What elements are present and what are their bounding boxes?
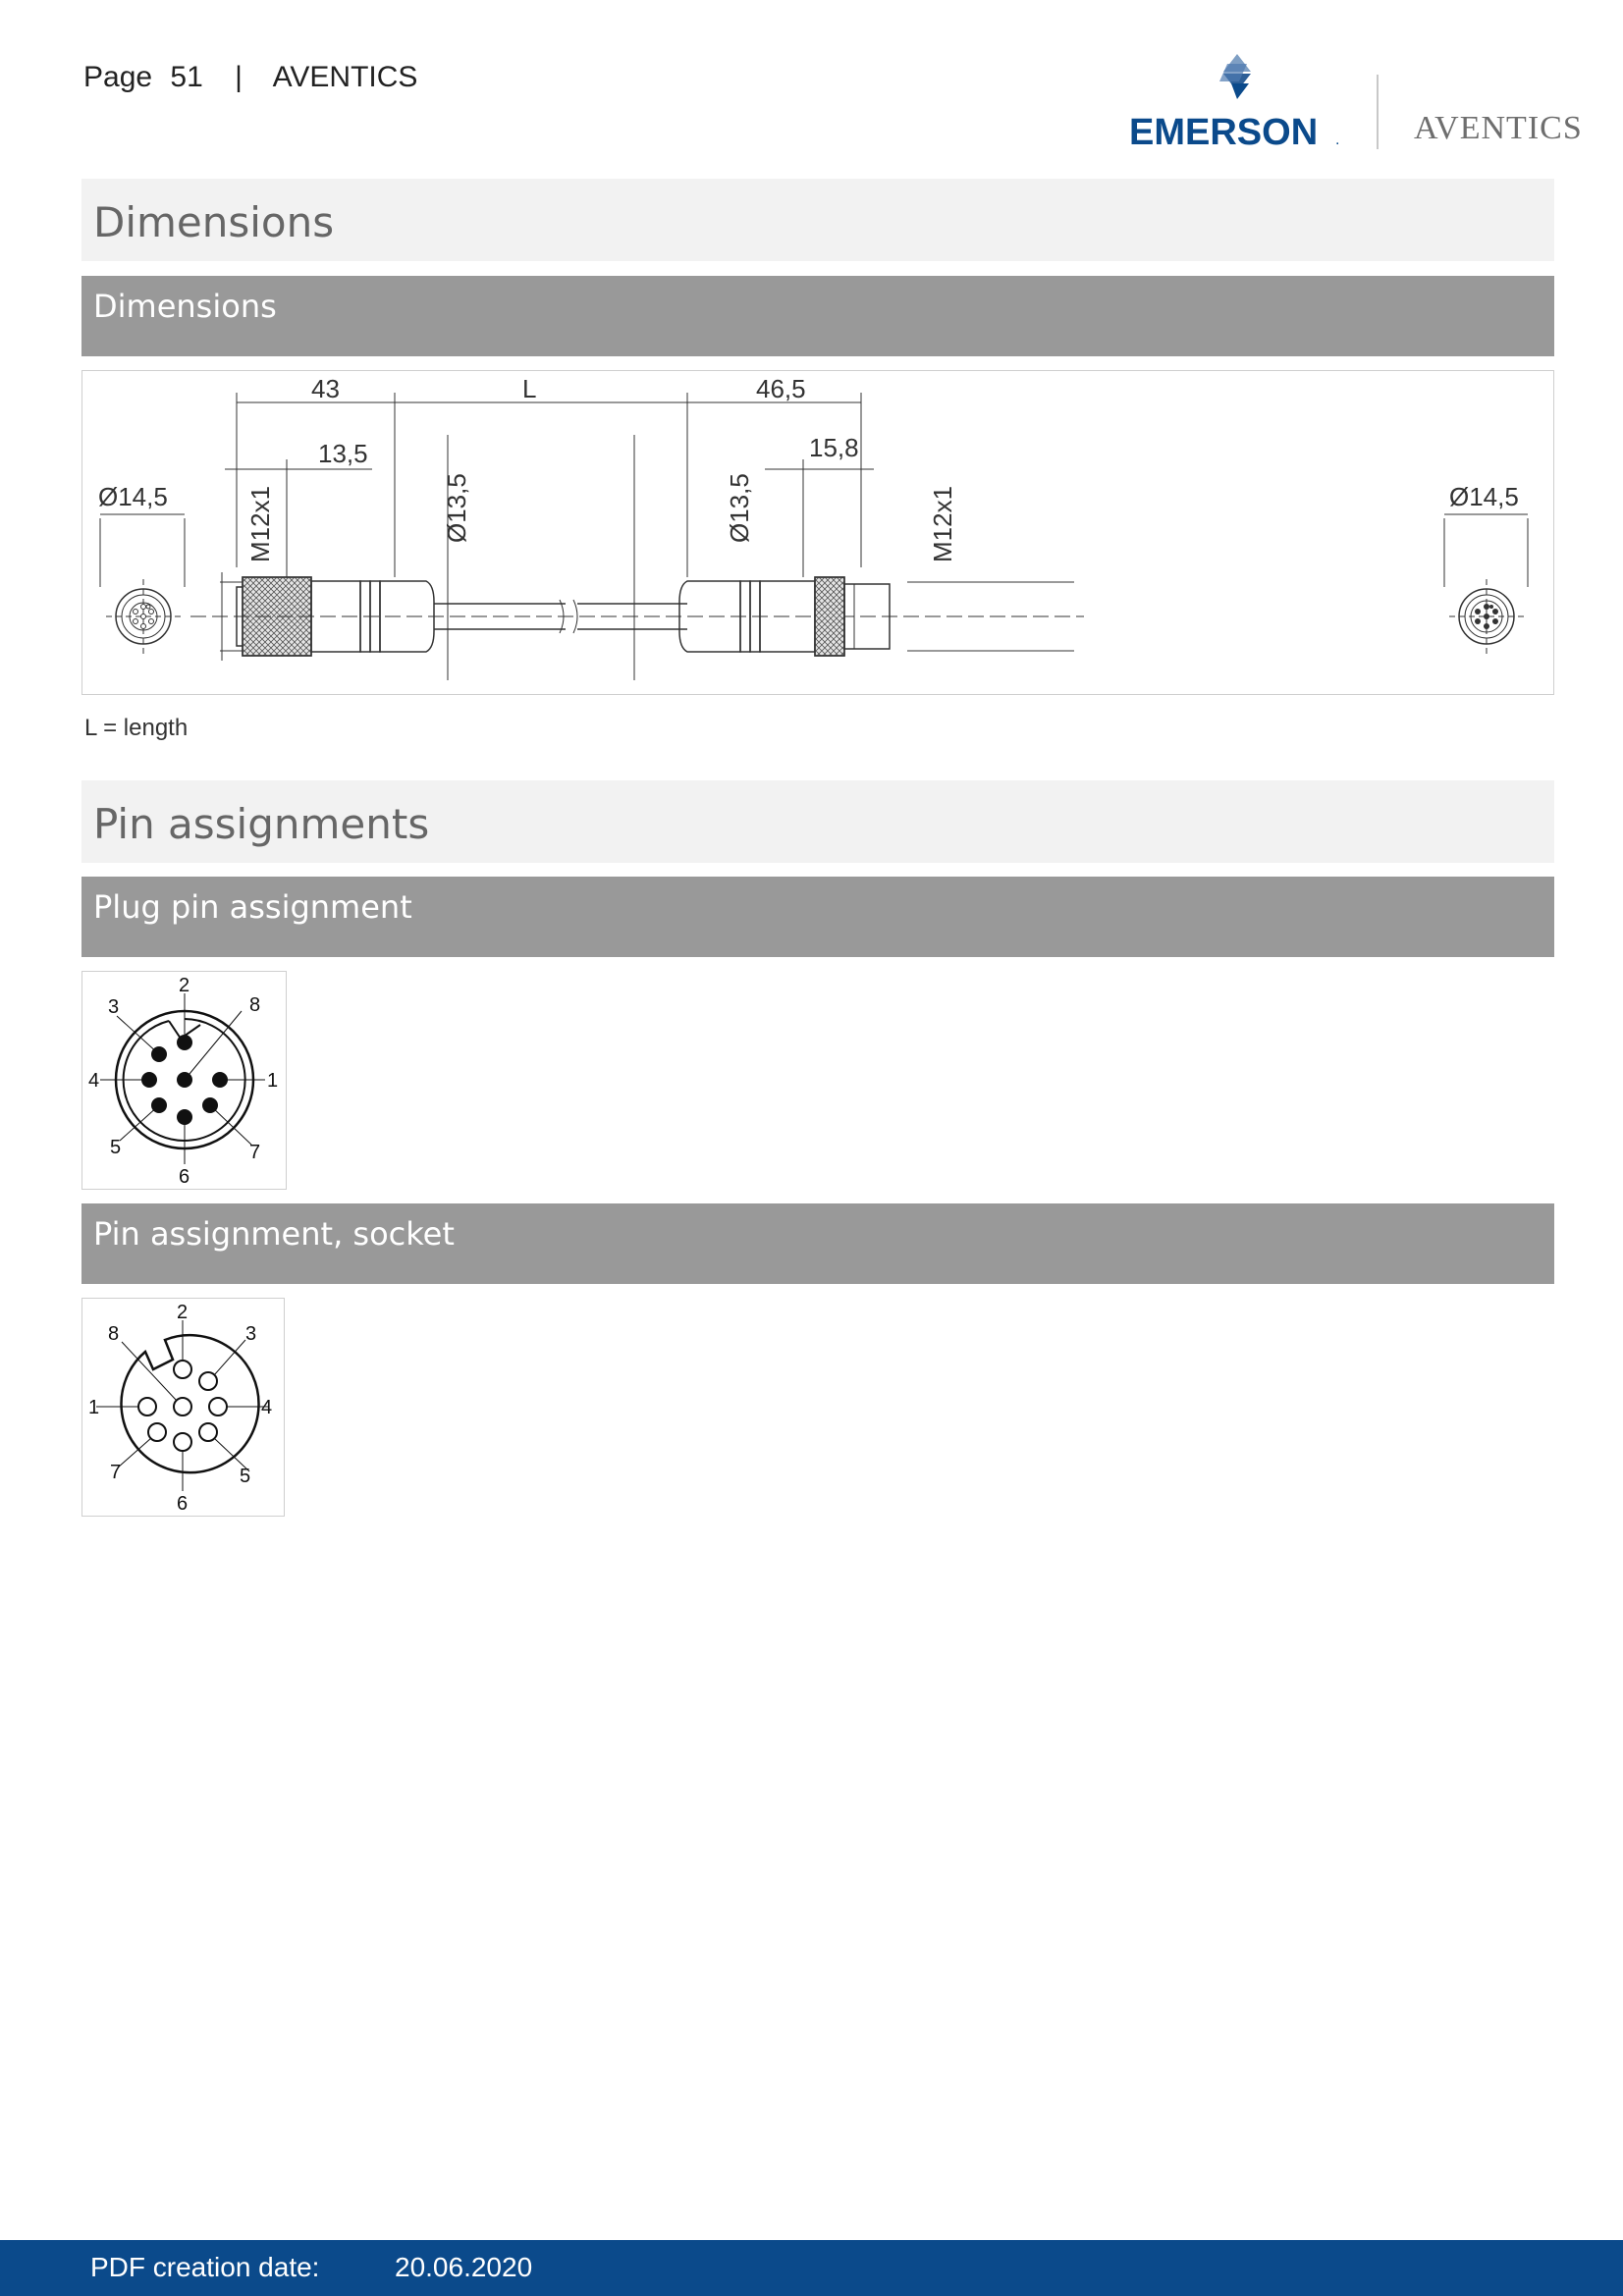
socket-pin-label-5: 5: [240, 1466, 251, 1487]
socket-pin-label-1: 1: [88, 1397, 100, 1418]
socket-pin-label-2: 2: [177, 1302, 189, 1323]
dim-43: 43: [311, 374, 340, 403]
dim-thread-left: M12x1: [245, 485, 275, 562]
plug-pin-diagram: [82, 972, 286, 1189]
dim-dia-left: Ø14,5: [98, 482, 168, 511]
dim-dia-mid-left: Ø13,5: [442, 473, 471, 543]
dimension-drawing: [82, 371, 1553, 694]
dim-thread-right: M12x1: [928, 485, 957, 562]
socket-pin-label-7: 7: [110, 1462, 122, 1483]
emerson-logo: [1129, 54, 1345, 152]
subsection-dimensions: Dimensions: [81, 276, 1554, 356]
socket-pin-label-8: 8: [108, 1323, 120, 1345]
plug-pin-diagram-frame: [81, 971, 287, 1190]
plug-pin-label-3: 3: [108, 996, 120, 1018]
dim-dia-mid-right: Ø13,5: [725, 473, 754, 543]
length-note: L = length: [84, 715, 189, 741]
socket-pin-label-6: 6: [177, 1493, 189, 1515]
socket-pin-diagram: [82, 1299, 284, 1516]
header-brand: AVENTICS: [272, 61, 418, 93]
plug-pin-label-2: 2: [179, 975, 190, 996]
dim-L: L: [522, 374, 537, 403]
emerson-tm: .: [1335, 132, 1340, 148]
socket-pin-diagram-frame: [81, 1298, 285, 1517]
section-title-pin-assignments: Pin assignments: [81, 780, 1554, 863]
dim-15-8: 15,8: [809, 433, 859, 462]
socket-pin-label-4: 4: [261, 1397, 273, 1418]
socket-pin-label-3: 3: [245, 1323, 257, 1345]
section-title-dimensions: Dimensions: [81, 179, 1554, 261]
dim-46-5: 46,5: [756, 374, 806, 403]
dim-13-5: 13,5: [318, 439, 368, 468]
footer-date: 20.06.2020: [395, 2252, 533, 2282]
plug-pin-label-4: 4: [88, 1070, 100, 1092]
plug-pin-label-5: 5: [110, 1137, 122, 1158]
page-number: 51: [170, 61, 203, 93]
dimension-drawing-frame: [81, 370, 1554, 695]
emerson-wordmark: EMERSON: [1129, 112, 1319, 152]
plug-pin-label-6: 6: [179, 1166, 190, 1188]
footer-bar: [0, 2240, 1623, 2296]
aventics-logo: AVENTICS: [1414, 110, 1583, 146]
page-header: [83, 61, 427, 94]
emerson-diamond-icon: [1219, 54, 1251, 99]
subsection-socket-pin-assignment: Pin assignment, socket: [81, 1203, 1554, 1284]
logo-divider: [1377, 75, 1379, 149]
right-end-view: [1444, 514, 1528, 656]
footer-label: PDF creation date:: [90, 2252, 320, 2282]
dim-dia-right: Ø14,5: [1449, 482, 1519, 511]
subsection-plug-pin-assignment: Plug pin assignment: [81, 877, 1554, 957]
left-end-view: [100, 514, 185, 656]
plug-pin-label-7: 7: [249, 1142, 261, 1163]
plug-pin-label-1: 1: [267, 1070, 279, 1092]
plug-pin-label-8: 8: [249, 994, 261, 1016]
page-label: Page: [83, 61, 153, 93]
header-separator: |: [235, 61, 243, 93]
